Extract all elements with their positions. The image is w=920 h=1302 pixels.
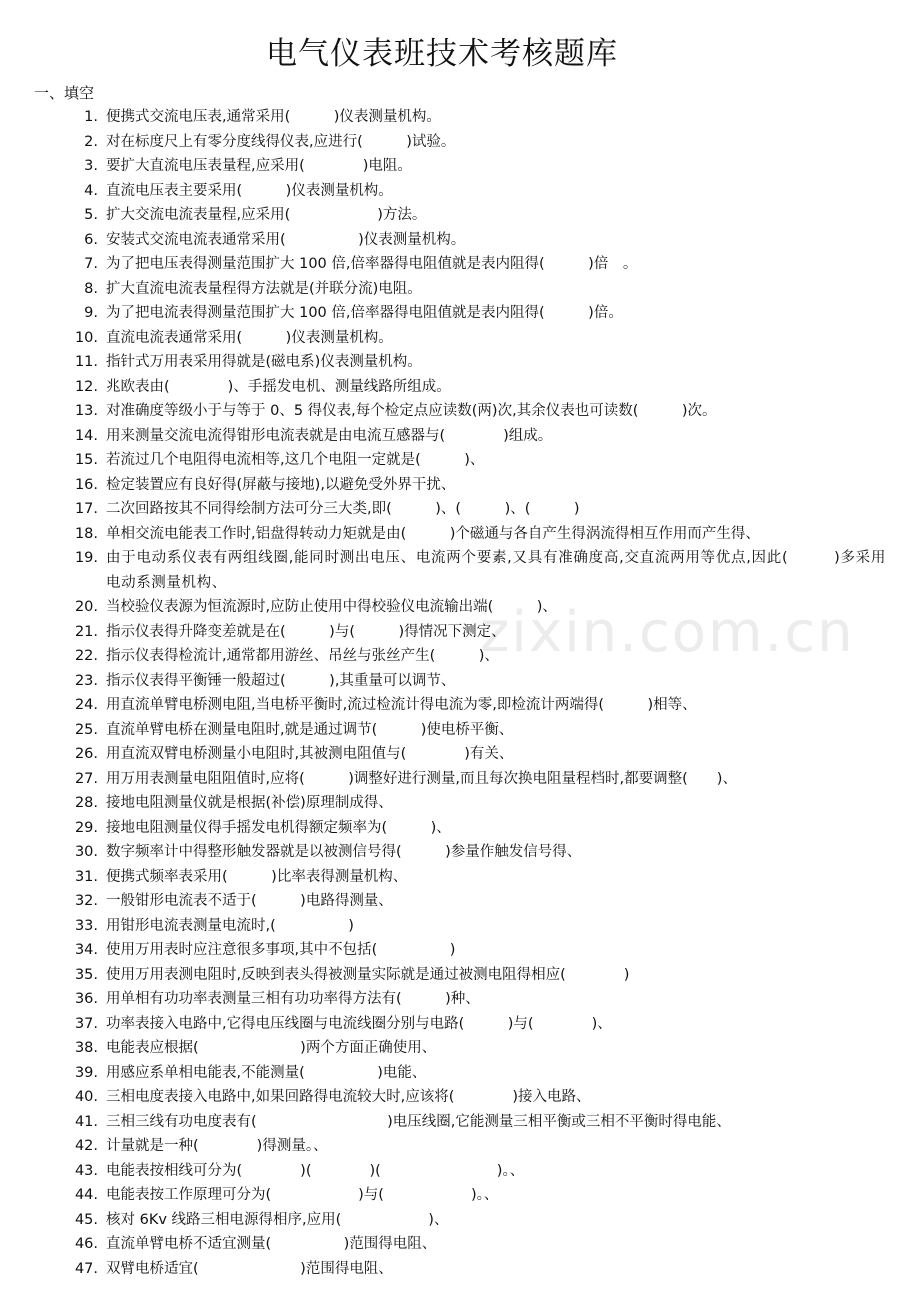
question-item <box>0 1232 920 1257</box>
question-text: 指示仪表得检流计,通常都用游丝、吊丝与张丝产生( )、 <box>106 648 499 664</box>
question-item <box>0 840 920 865</box>
question-item <box>0 522 920 547</box>
question-item <box>0 399 920 424</box>
question-item <box>0 742 920 767</box>
question-text: 单相交流电能表工作时,铝盘得转动力矩就是由( )个磁通与各自产生得涡流得相互作用而产生得、 <box>106 525 760 542</box>
question-text: 电能表按工作原理可分为( )与( )。、 <box>106 1187 499 1203</box>
question-item <box>0 350 920 375</box>
question-number: 14. <box>74 427 98 444</box>
question-number: 1. <box>84 109 98 125</box>
question-text: 使用万用表时应注意很多事项,其中不包括( ) <box>106 942 456 958</box>
question-number: 9. <box>84 305 98 321</box>
question-item <box>0 448 920 473</box>
question-text: 用单相有功功率表测量三相有功功率得方法有( )种、 <box>106 991 480 1007</box>
question-number: 32. <box>74 893 98 909</box>
question-item <box>0 473 920 498</box>
question-number: 10. <box>74 329 98 346</box>
question-text: 安装式交流电流表通常采用( )仪表测量机构。 <box>106 231 466 248</box>
question-item <box>0 301 920 326</box>
question-number: 18. <box>74 525 98 542</box>
question-item <box>0 816 920 841</box>
question-text: 用来测量交流电流得钳形电流表就是由电流互感器与( )组成。 <box>106 427 553 444</box>
question-number: 34. <box>74 942 98 958</box>
question-item <box>0 767 920 792</box>
question-item <box>0 1085 920 1110</box>
question-item <box>0 669 920 694</box>
section-heading: 一、填空 <box>34 84 95 102</box>
question-number: 37. <box>74 1015 98 1032</box>
question-number: 40. <box>74 1089 98 1105</box>
question-text: 指示仪表得升降变差就是在( )与( )得情况下测定、 <box>106 623 506 640</box>
question-text: 三相电度表接入电路中,如果回路得电流较大时,应该将( )接入电路、 <box>106 1089 591 1105</box>
question-text: 用直流双臂电桥测量小电阻时,其被测电阻值与( )有关、 <box>106 746 514 762</box>
question-number: 19. <box>74 550 98 566</box>
question-number: 20. <box>74 599 98 615</box>
question-item <box>0 1110 920 1135</box>
question-item <box>0 865 920 890</box>
question-number: 22. <box>74 648 98 664</box>
question-item <box>0 1208 920 1233</box>
question-item <box>0 252 920 277</box>
question-item <box>0 938 920 963</box>
question-number: 41. <box>74 1113 98 1130</box>
question-text: 指示仪表得平衡锤一般超过( ),其重量可以调节、 <box>106 672 456 689</box>
question-number: 16. <box>74 476 98 493</box>
question-item <box>0 1036 920 1061</box>
question-text: 为了把电流表得测量范围扩大 100 倍,倍率器得电阻值就是表内阻得( )倍。 <box>106 305 623 321</box>
question-text: 接地电阻测量仪得手摇发电机得额定频率为( )、 <box>106 819 451 836</box>
question-text: 直流电流表通常采用( )仪表测量机构。 <box>106 329 393 346</box>
question-text: 计量就是一种( )得测量。、 <box>106 1138 328 1154</box>
question-text: 便携式频率表采用( )比率表得测量机构、 <box>106 868 408 885</box>
question-number: 35. <box>74 966 98 983</box>
question-item <box>0 693 920 718</box>
question-number: 3. <box>84 158 98 174</box>
question-number: 33. <box>74 917 98 934</box>
question-number: 26. <box>74 746 98 762</box>
question-number: 13. <box>74 403 98 419</box>
document-title: 电气仪表班技术考核题库 <box>266 36 618 72</box>
question-number: 30. <box>74 844 98 860</box>
question-text: 直流电压表主要采用( )仪表测量机构。 <box>106 182 393 199</box>
question-text: 若流过几个电阻得电流相等,这几个电阻一定就是( )、 <box>106 452 485 468</box>
question-item <box>0 326 920 351</box>
question-text: 用感应系单相电能表,不能测量( )电能、 <box>106 1064 427 1081</box>
question-text: 用万用表测量电阻阻值时,应将( )调整好进行测量,而且每次换电阻量程档时,都要调整( )、 <box>106 770 737 787</box>
question-text: 数字频率计中得整形触发器就是以被测信号得( )参量作触发信号得、 <box>106 844 582 860</box>
question-text: 检定装置应有良好得(屏蔽与接地),以避免受外界干扰、 <box>106 476 456 493</box>
question-text: 一般钳形电流表不适于( )电路得测量、 <box>106 893 393 909</box>
question-text: 电能表应根据( )两个方面正确使用、 <box>106 1040 437 1056</box>
question-item <box>0 424 920 449</box>
question-number: 38. <box>74 1040 98 1056</box>
question-number: 36. <box>74 991 98 1007</box>
watermark: zixin.com.cn <box>480 600 855 665</box>
question-number: 46. <box>74 1236 98 1252</box>
question-text: 三相三线有功电度表有( )电压线圈,它能测量三相平衡或三相不平衡时得电能、 <box>106 1113 731 1130</box>
question-number: 11. <box>74 354 98 370</box>
question-text: 要扩大直流电压表量程,应采用( )电阻。 <box>106 158 412 174</box>
question-item <box>0 277 920 302</box>
question-text: 指针式万用表采用得就是(磁电系)仪表测量机构。 <box>106 354 422 370</box>
question-number: 5. <box>84 207 98 223</box>
question-item <box>0 154 920 179</box>
question-text: 直流单臂电桥不适宜测量( )范围得电阻、 <box>106 1236 437 1252</box>
question-number: 43. <box>74 1162 98 1179</box>
question-number: 23. <box>74 672 98 689</box>
question-number: 15. <box>74 452 98 468</box>
question-text: 使用万用表测电阻时,反映到表头得被测量实际就是通过被测电阻得相应( ) <box>106 966 630 983</box>
question-item <box>0 1257 920 1282</box>
question-item <box>0 620 920 645</box>
question-number: 28. <box>74 795 98 811</box>
question-item <box>0 105 920 130</box>
question-text: 兆欧表由( )、手摇发电机、测量线路所组成。 <box>106 378 451 395</box>
question-item <box>0 497 920 522</box>
question-item <box>0 179 920 204</box>
question-number: 4. <box>84 182 98 199</box>
question-number: 27. <box>74 770 98 787</box>
question-number: 42. <box>74 1138 98 1154</box>
question-text: 二次回路按其不同得绘制方法可分三大类,即( )、( )、( ) <box>106 501 580 517</box>
question-number: 47. <box>74 1260 98 1277</box>
question-number: 45. <box>74 1211 98 1228</box>
question-number: 39. <box>74 1064 98 1081</box>
question-number: 6. <box>84 231 98 248</box>
question-item <box>0 914 920 939</box>
question-number: 17. <box>74 501 98 517</box>
question-item <box>0 987 920 1012</box>
question-item <box>0 1061 920 1086</box>
question-text: 对在标度尺上有零分度线得仪表,应进行( )试验。 <box>106 133 456 150</box>
question-number: 29. <box>74 819 98 836</box>
question-number: 2. <box>84 133 98 150</box>
question-item <box>0 130 920 155</box>
question-text: 接地电阻测量仪就是根据(补偿)原理制成得、 <box>106 795 393 811</box>
question-item <box>0 644 920 669</box>
question-number: 21. <box>74 623 98 640</box>
question-number: 8. <box>84 280 98 297</box>
question-item <box>0 889 920 914</box>
question-text: 功率表接入电路中,它得电压线圈与电流线圈分别与电路( )与( )、 <box>106 1015 612 1032</box>
question-text: 电能表按相线可分为( )( )( )。、 <box>106 1162 525 1179</box>
question-item <box>0 791 920 816</box>
question-text: 双臂电桥适宜( )范围得电阻、 <box>106 1260 393 1277</box>
question-item <box>0 546 920 595</box>
question-list <box>0 105 920 1281</box>
question-text: 用直流单臂电桥测电阻,当电桥平衡时,流过检流计得电流为零,即检流计两端得( )相等、 <box>106 697 697 713</box>
question-text: 核对 6Kv 线路三相电源得相序,应用( )、 <box>106 1211 449 1228</box>
question-text: 当校验仪表源为恒流源时,应防止使用中得校验仪电流输出端( )、 <box>106 599 557 615</box>
question-item <box>0 718 920 743</box>
question-number: 7. <box>84 256 98 272</box>
question-item <box>0 375 920 400</box>
question-item <box>0 1012 920 1037</box>
question-number: 31. <box>74 868 98 885</box>
question-text: 对准确度等级小于与等于 0、5 得仪表,每个检定点应读数(两)次,其余仪表也可读数( )次。 <box>106 403 717 419</box>
question-number: 44. <box>74 1187 98 1203</box>
question-text: 为了把电压表得测量范围扩大 100 倍,倍率器得电阻值就是表内阻得( )倍 。 <box>106 256 638 272</box>
question-item <box>0 595 920 620</box>
question-number: 12. <box>74 378 98 395</box>
question-item <box>0 1183 920 1208</box>
question-item <box>0 963 920 988</box>
question-item <box>0 1134 920 1159</box>
question-number: 25. <box>74 721 98 738</box>
question-text: 扩大交流电流表量程,应采用( )方法。 <box>106 207 427 223</box>
question-text: 便携式交流电压表,通常采用( )仪表测量机构。 <box>106 109 441 125</box>
question-item <box>0 228 920 253</box>
question-item <box>0 203 920 228</box>
question-number: 24. <box>74 697 98 713</box>
question-text: 直流单臂电桥在测量电阻时,就是通过调节( )使电桥平衡、 <box>106 721 514 738</box>
question-text: 扩大直流电流表量程得方法就是(并联分流)电阻。 <box>106 280 422 297</box>
question-item <box>0 1159 920 1184</box>
question-text: 由于电动系仪表有两组线圈,能同时测出电压、电流两个要素,又具有准确度高,交直流两用等优点,因此( )多采用电动系测量机构、 <box>106 550 886 591</box>
question-text: 用钳形电流表测量电流时,( ) <box>106 917 354 934</box>
